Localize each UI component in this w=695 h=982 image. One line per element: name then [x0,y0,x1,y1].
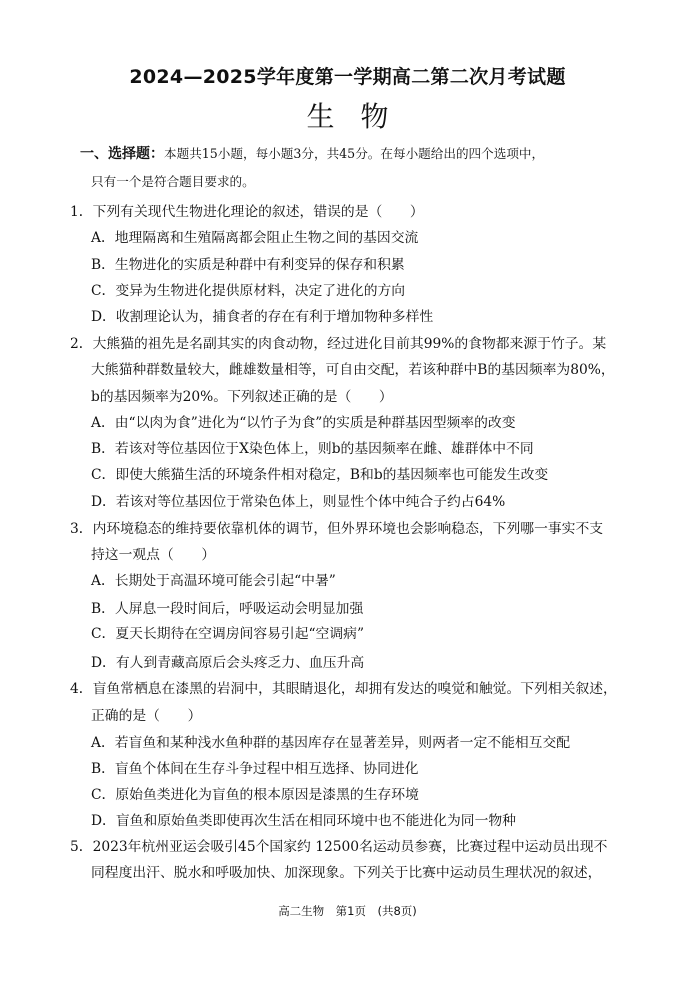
question-2-option-b: B．若该对等位基因位于X染色体上，则b的基因频率在雌、雄群体中不同 [91,441,534,457]
question-1-option-a: A．地理隔离和生殖隔离都会阻止生物之间的基因交流 [91,230,419,246]
question-1-stem: 1．下列有关现代生物进化理论的叙述，错误的是（ ） [70,204,424,220]
question-4-option-b: B．盲鱼个体间在生存斗争过程中相互选择、协同进化 [91,761,419,777]
question-5-stem-line1: 5．2023年杭州亚运会吸引45个国家约 12500名运动员参赛，比赛过程中运动员出现不 [70,839,608,855]
question-2-stem-line3: b的基因频率为20%。下列叙述正确的是（ ） [91,389,393,405]
page-footer: 高二生物 第1页 (共8页) [278,904,417,918]
question-2-option-d: D．若该对等位基因位于常染色体上，则显性个体中纯合子约占64% [91,494,506,510]
question-1-option-b: B．生物进化的实质是种群中有利变异的保存和积累 [91,257,405,273]
question-3-stem-line1: 3．内环境稳态的维持要依靠机体的调节，但外界环境也会影响稳态，下列哪一事实不支 [70,521,604,537]
question-5-stem-line2: 同程度出汗、脱水和呼吸加快、加深现象。下列关于比赛中运动员生理状况的叙述， [91,865,602,881]
question-2-stem-line2: 大熊猫种群数量较大，雌雄数量相等，可自由交配，若该种群中B的基因频率为80%， [91,362,615,378]
question-4-stem-line2: 正确的是（ ） [91,708,202,724]
question-2-option-a: A．由“以肉为食”进化为“以竹子为食”的实质是种群基因型频率的改变 [91,415,516,431]
question-4-option-c: C．原始鱼类进化为盲鱼的根本原因是漆黑的生存环境 [91,787,419,803]
question-4-option-a: A．若盲鱼和某种浅水鱼种群的基因库存在显著差异，则两者一定不能相互交配 [91,735,571,751]
question-3-option-b: B．人屏息一段时间后，呼吸运动会明显加强 [91,601,364,617]
subject-heading: 生物 [306,100,415,133]
question-3-option-a: A．长期处于高温环境可能会引起“中暑” [91,573,336,589]
question-2-stem-line1: 2．大熊猫的祖先是名副其实的肉食动物，经过进化目前其99%的食物都来源于竹子。某 [70,336,607,352]
section-intro-line1: 本题共15小题，每小题3分，共45分。在每小题给出的四个选项中， [164,146,545,161]
question-3-option-d: D．有人到青藏高原后会头疼乏力、血压升高 [91,655,365,671]
question-2-option-c: C．即使大熊猫生活的环境条件相对稳定，B和b的基因频率也可能发生改变 [91,467,549,483]
question-3-option-c: C．夏天长期待在空调房间容易引起“空调病” [91,626,365,642]
question-1-option-d: D．收割理论认为，捕食者的存在有利于增加物种多样性 [91,309,434,325]
exam-title: 2024—2025学年度第一学期高二第二次月考试题 [129,66,566,88]
section-heading [80,145,544,163]
question-4-option-d: D．盲鱼和原始鱼类即使再次生活在相同环境中也不能进化为同一物种 [91,813,516,829]
section-name: 一、选择题： [80,146,164,162]
section-intro-line2: 只有一个是符合题目要求的。 [91,174,255,189]
question-4-stem-line1: 4．盲鱼常栖息在漆黑的岩洞中，其眼睛退化，却拥有发达的嗅觉和触觉。下列相关叙述， [70,681,617,697]
question-3-stem-line2: 持这一观点（ ） [91,547,216,563]
question-1-option-c: C．变异为生物进化提供原材料，决定了进化的方向 [91,283,406,299]
